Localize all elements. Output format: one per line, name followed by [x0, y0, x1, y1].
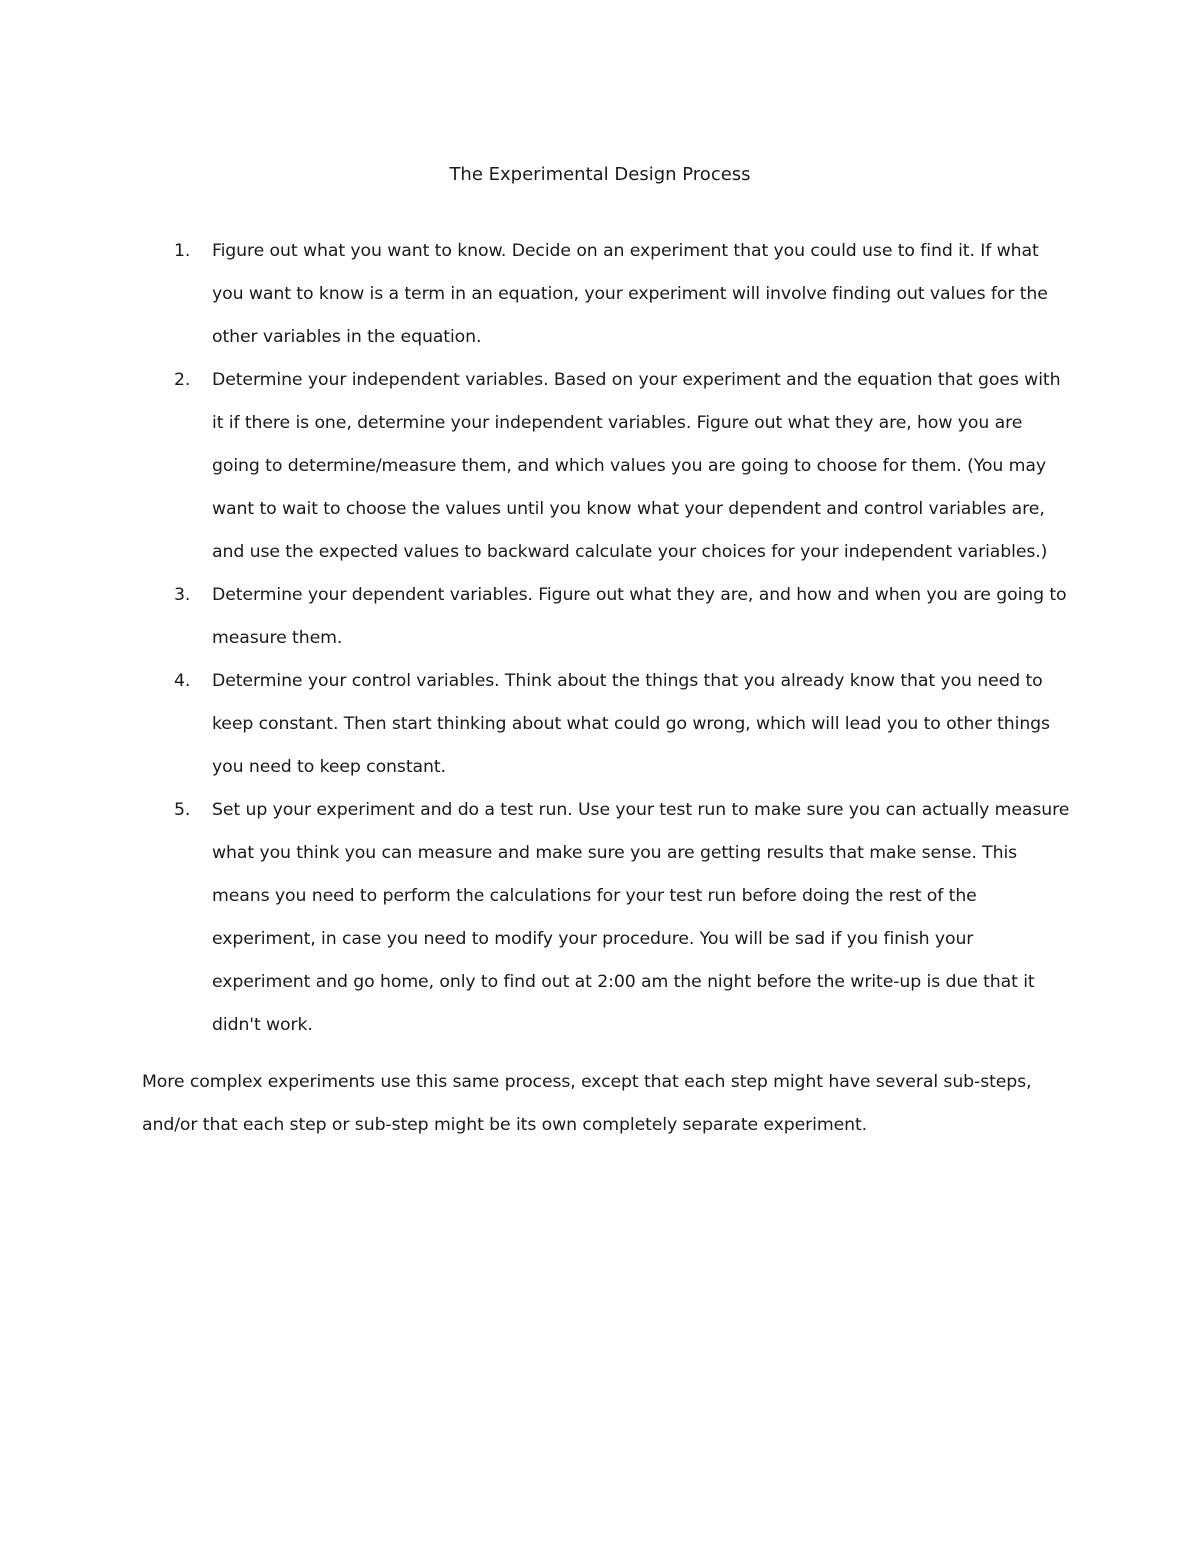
document-title: The Experimental Design Process	[449, 164, 751, 185]
steps-list	[174, 230, 1072, 1047]
step-text: Determine your dependent variables. Figure out what they are, and how and when you are going to measure them.	[212, 585, 1067, 648]
step-number: 4.	[174, 671, 191, 691]
step-text: Figure out what you want to know. Decide on an experiment that you could use to find it. If what you want to know is a term in an equation, your experiment will involve finding out values for the other variables in the equation.	[212, 241, 1048, 347]
step-number: 5.	[174, 800, 191, 820]
list-item	[174, 230, 1072, 359]
list-item	[174, 660, 1072, 789]
closing-paragraph: More complex experiments use this same process, except that each step might have several sub-steps, and/or that each step or sub-step might be its own completely separate experiment.	[142, 1072, 1032, 1135]
list-item	[174, 789, 1072, 1047]
step-number: 1.	[174, 241, 191, 261]
step-text: Set up your experiment and do a test run. Use your test run to make sure you can actually measure what you think you can measure and make sure you are getting results that make sense. This means you need to perform the calculations for your test run before doing the rest of the experiment, in case you need to modify your procedure. You will be sad if you finish your experiment and go home, only to find out at 2:00 am the night before the write-up is due that it didn't work.	[212, 800, 1070, 1035]
step-text: Determine your independent variables. Based on your experiment and the equation that goes with it if there is one, determine your independent variables. Figure out what they are, how you are going to determine/measure them, and which values you are going to choose for them. (You may want to wait to choose the values until you know what your dependent and control variables are, and use the expected values to backward calculate your choices for your independent variables.)	[212, 370, 1061, 562]
list-item	[174, 574, 1072, 660]
list-item	[174, 359, 1072, 574]
step-number: 2.	[174, 370, 191, 390]
step-text: Determine your control variables. Think about the things that you already know that you need to keep constant. Then start thinking about what could go wrong, which will lead you to other things you need to keep constant.	[212, 671, 1050, 777]
step-number: 3.	[174, 585, 191, 605]
